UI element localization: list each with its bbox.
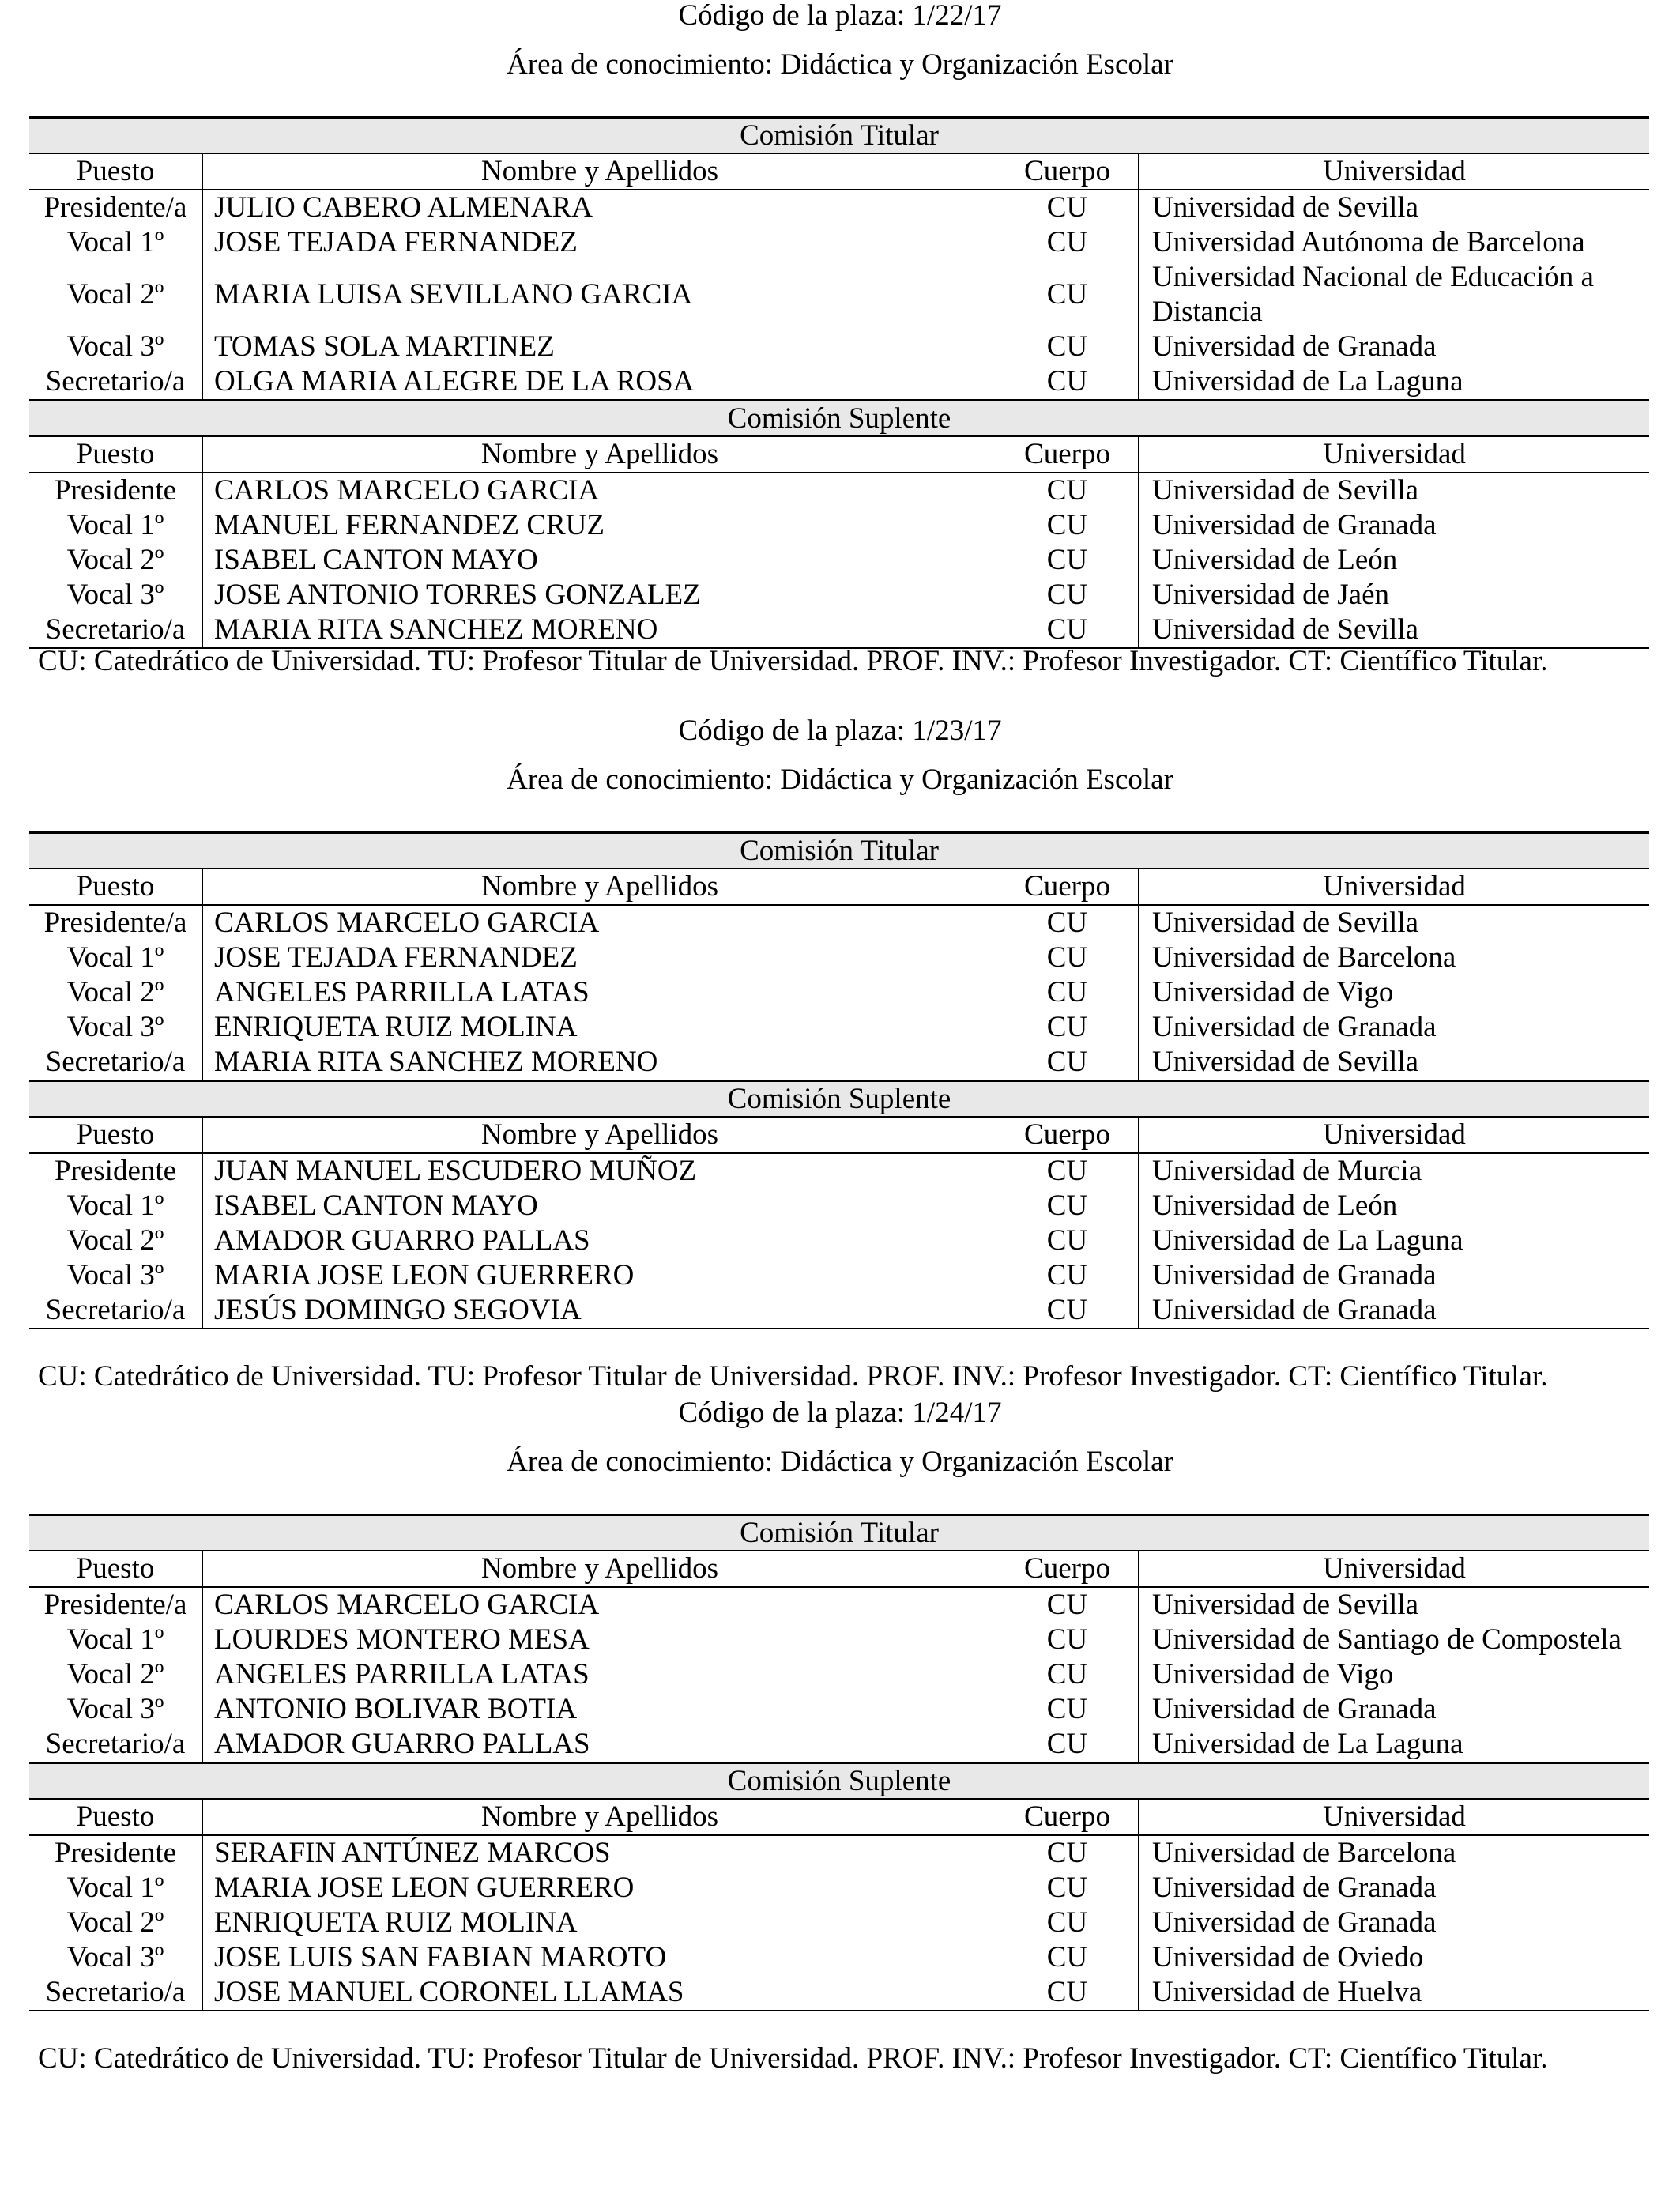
cell-cuerpo: CU — [996, 905, 1139, 941]
commission-titular-band — [29, 1515, 1649, 1551]
cell-nombre: JOSE TEJADA FERNANDEZ — [214, 941, 578, 974]
column-header-universidad: Universidad — [1139, 1117, 1649, 1153]
cell-universidad: Universidad de Vigo — [1152, 1658, 1394, 1691]
table-row — [29, 1258, 1649, 1293]
commission-titular-band — [29, 833, 1649, 869]
cell-puesto: Presidente/a — [29, 905, 202, 941]
cell-nombre: MARIA LUISA SEVILLANO GARCIA — [214, 278, 693, 311]
cell-puesto: Secretario/a — [29, 1975, 202, 2011]
cell-cuerpo: CU — [996, 975, 1139, 1010]
cell-puesto: Secretario/a — [29, 613, 202, 648]
cell-universidad: Universidad de Granada — [1152, 1259, 1437, 1291]
plaza-block — [0, 0, 1680, 696]
cell-universidad: Universidad de Granada — [1139, 1293, 1649, 1329]
column-header-row — [29, 869, 1649, 905]
cell-cuerpo: CU — [996, 364, 1139, 401]
cell-cuerpo: CU — [996, 1623, 1139, 1657]
cell-cuerpo: CU — [996, 260, 1139, 330]
cell-puesto: Vocal 3º — [29, 330, 202, 364]
cell-universidad: Universidad de Oviedo — [1152, 1941, 1424, 1973]
cell-universidad: Universidad Nacional de Educación a Distancia — [1152, 261, 1594, 328]
cell-puesto: Secretario/a — [29, 1727, 202, 1763]
cell-nombre: MARIA RITA SANCHEZ MORENO — [202, 613, 996, 648]
cell-universidad: Universidad Autónoma de Barcelona — [1152, 226, 1585, 258]
column-header-nombre: Nombre y Apellidos — [202, 1117, 996, 1153]
cell-cuerpo: CU — [996, 1657, 1139, 1692]
cell-puesto: Presidente — [29, 1153, 202, 1189]
column-header-puesto: Puesto — [29, 1551, 202, 1587]
table-row — [29, 941, 1649, 975]
column-header-universidad: Universidad — [1139, 153, 1649, 190]
table-row — [29, 190, 1649, 225]
cell-nombre: TOMAS SOLA MARTINEZ — [214, 330, 555, 363]
cell-universidad: Universidad de Jaén — [1152, 579, 1390, 611]
cell-puesto: Presidente/a — [29, 1587, 202, 1623]
cell-nombre: CARLOS MARCELO GARCIA — [214, 474, 600, 507]
cell-cuerpo: CU — [996, 1045, 1139, 1081]
cell-universidad: Universidad de Barcelona — [1152, 1837, 1456, 1869]
plaza-block — [0, 1397, 1680, 2093]
cell-universidad: Universidad de Murcia — [1152, 1155, 1422, 1187]
cell-nombre: MARIA RITA SANCHEZ MORENO — [202, 1045, 996, 1081]
cell-puesto: Vocal 1º — [29, 1871, 202, 1906]
plaza-code: Código de la plaza: 1/22/17 — [678, 0, 1002, 32]
cell-nombre: MARIA JOSE LEON GUERRERO — [214, 1259, 635, 1291]
column-header-nombre: Nombre y Apellidos — [202, 1551, 996, 1587]
column-header-cuerpo: Cuerpo — [996, 1551, 1139, 1587]
plaza-code: Código de la plaza: 1/23/17 — [678, 714, 1002, 747]
cell-cuerpo: CU — [996, 1587, 1139, 1623]
cell-puesto: Vocal 2º — [29, 1223, 202, 1258]
column-header-row — [29, 1551, 1649, 1587]
commission-suplente-band — [29, 1763, 1649, 1800]
cell-puesto: Vocal 1º — [29, 1623, 202, 1657]
cell-nombre: JOSE MANUEL CORONEL LLAMAS — [202, 1975, 996, 2011]
cell-universidad: Universidad de León — [1152, 544, 1398, 576]
cell-nombre: JULIO CABERO ALMENARA — [214, 191, 593, 224]
cell-nombre: ANGELES PARRILLA LATAS — [214, 1658, 590, 1691]
column-header-puesto: Puesto — [29, 153, 202, 190]
table-row — [29, 1623, 1649, 1657]
cell-nombre: SERAFIN ANTÚNEZ MARCOS — [214, 1837, 611, 1869]
cell-puesto: Vocal 3º — [29, 1010, 202, 1045]
cell-nombre: JOSE TEJADA FERNANDEZ — [214, 226, 578, 258]
cell-puesto: Vocal 2º — [29, 1657, 202, 1692]
column-header-nombre: Nombre y Apellidos — [202, 153, 996, 190]
cell-cuerpo: CU — [996, 543, 1139, 578]
cell-cuerpo: CU — [996, 1692, 1139, 1727]
cell-cuerpo: CU — [996, 190, 1139, 225]
commission-title: Comisión Titular — [29, 118, 1649, 154]
cell-universidad: Universidad de Vigo — [1152, 976, 1394, 1008]
commission-title: Comisión Suplente — [29, 1763, 1649, 1800]
cell-universidad: Universidad de Huelva — [1139, 1975, 1649, 2011]
abbreviations-footnote: CU: Catedrático de Universidad. TU: Profesor Titular de Universidad. PROF. INV.: Profesor Investigador. CT: Científico Titular. — [38, 2042, 1548, 2075]
cell-puesto: Vocal 1º — [29, 941, 202, 975]
cell-puesto: Secretario/a — [29, 364, 202, 401]
cell-nombre: JUAN MANUEL ESCUDERO MUÑOZ — [214, 1155, 697, 1187]
cell-puesto: Vocal 2º — [29, 1906, 202, 1940]
cell-nombre: CARLOS MARCELO GARCIA — [214, 907, 600, 939]
cell-nombre: AMADOR GUARRO PALLAS — [202, 1727, 996, 1763]
cell-nombre: OLGA MARIA ALEGRE DE LA ROSA — [202, 364, 996, 401]
plaza-code: Código de la plaza: 1/24/17 — [678, 1397, 1002, 1429]
table-row — [29, 508, 1649, 543]
cell-nombre: ISABEL CANTON MAYO — [214, 544, 538, 576]
cell-nombre: ANGELES PARRILLA LATAS — [214, 976, 590, 1008]
table-row — [29, 1223, 1649, 1258]
table-row — [29, 1293, 1649, 1329]
cell-universidad: Universidad de Granada — [1152, 1906, 1437, 1939]
column-header-puesto: Puesto — [29, 869, 202, 905]
cell-cuerpo: CU — [996, 473, 1139, 508]
cell-nombre: MARIA JOSE LEON GUERRERO — [214, 1872, 635, 1904]
cell-puesto: Vocal 2º — [29, 543, 202, 578]
table-row — [29, 473, 1649, 508]
cell-puesto: Secretario/a — [29, 1045, 202, 1081]
cell-nombre: ENRIQUETA RUIZ MOLINA — [214, 1011, 578, 1043]
commission-title: Comisión Titular — [29, 833, 1649, 869]
table-row — [29, 225, 1649, 260]
cell-puesto: Vocal 3º — [29, 1258, 202, 1293]
knowledge-area: Área de conocimiento: Didáctica y Organización Escolar — [507, 48, 1173, 81]
cell-puesto: Vocal 3º — [29, 578, 202, 613]
cell-universidad: Universidad de La Laguna — [1139, 364, 1649, 401]
column-header-cuerpo: Cuerpo — [996, 869, 1139, 905]
table-row — [29, 1010, 1649, 1045]
table-row — [29, 613, 1649, 648]
cell-universidad: Universidad de Sevilla — [1152, 191, 1419, 224]
cell-cuerpo: CU — [996, 1189, 1139, 1223]
cell-puesto: Secretario/a — [29, 1293, 202, 1329]
table-row — [29, 1835, 1649, 1871]
cell-universidad: Universidad de Sevilla — [1139, 613, 1649, 648]
cell-universidad: Universidad de La Laguna — [1139, 1727, 1649, 1763]
cell-universidad: Universidad de Granada — [1152, 330, 1437, 363]
cell-puesto: Presidente — [29, 1835, 202, 1871]
table-row — [29, 1940, 1649, 1975]
table-row — [29, 1657, 1649, 1692]
column-header-cuerpo: Cuerpo — [996, 1799, 1139, 1835]
cell-nombre: LOURDES MONTERO MESA — [214, 1623, 590, 1656]
commission-suplente-band — [29, 1081, 1649, 1118]
column-header-puesto: Puesto — [29, 436, 202, 473]
column-header-cuerpo: Cuerpo — [996, 436, 1139, 473]
table-row — [29, 1189, 1649, 1223]
table-row — [29, 330, 1649, 364]
table-row — [29, 975, 1649, 1010]
cell-nombre: ANTONIO BOLIVAR BOTIA — [214, 1693, 578, 1725]
cell-cuerpo: CU — [996, 330, 1139, 364]
commission-table — [29, 1514, 1649, 2011]
cell-cuerpo: CU — [996, 1258, 1139, 1293]
cell-cuerpo: CU — [996, 1293, 1139, 1329]
cell-nombre: AMADOR GUARRO PALLAS — [214, 1224, 590, 1257]
cell-universidad: Universidad de Granada — [1152, 1011, 1437, 1043]
cell-cuerpo: CU — [996, 1975, 1139, 2011]
cell-nombre: CARLOS MARCELO GARCIA — [214, 1589, 600, 1621]
table-row — [29, 543, 1649, 578]
column-header-row — [29, 153, 1649, 190]
table-row — [29, 1045, 1649, 1081]
cell-universidad: Universidad de Sevilla — [1139, 1045, 1649, 1081]
table-row — [29, 1906, 1649, 1940]
cell-nombre: JESÚS DOMINGO SEGOVIA — [202, 1293, 996, 1329]
commission-table — [29, 831, 1649, 1329]
table-row — [29, 1587, 1649, 1623]
cell-nombre: MANUEL FERNANDEZ CRUZ — [214, 509, 605, 541]
cell-puesto: Vocal 1º — [29, 508, 202, 543]
plaza-block — [0, 715, 1680, 1411]
cell-puesto: Presidente/a — [29, 190, 202, 225]
cell-cuerpo: CU — [996, 508, 1139, 543]
cell-universidad: Universidad de Sevilla — [1152, 474, 1419, 507]
column-header-universidad: Universidad — [1139, 1551, 1649, 1587]
abbreviations-footnote: CU: Catedrático de Universidad. TU: Profesor Titular de Universidad. PROF. INV.: Profesor Investigador. CT: Científico Titular. — [38, 645, 1548, 677]
cell-universidad: Universidad de Santiago de Compostela — [1152, 1623, 1622, 1656]
table-row — [29, 364, 1649, 401]
column-header-row — [29, 1117, 1649, 1153]
table-row — [29, 1871, 1649, 1906]
cell-puesto: Presidente — [29, 473, 202, 508]
cell-universidad: Universidad de Granada — [1152, 1872, 1437, 1904]
cell-universidad: Universidad de León — [1152, 1189, 1398, 1222]
commission-title: Comisión Titular — [29, 1515, 1649, 1551]
cell-cuerpo: CU — [996, 941, 1139, 975]
cell-nombre: ISABEL CANTON MAYO — [214, 1189, 538, 1222]
commission-titular-band — [29, 118, 1649, 154]
table-row — [29, 1153, 1649, 1189]
column-header-puesto: Puesto — [29, 1799, 202, 1835]
commission-table — [29, 116, 1649, 649]
cell-cuerpo: CU — [996, 613, 1139, 648]
column-header-universidad: Universidad — [1139, 869, 1649, 905]
cell-nombre: JOSE ANTONIO TORRES GONZALEZ — [214, 579, 701, 611]
cell-puesto: Vocal 1º — [29, 1189, 202, 1223]
cell-cuerpo: CU — [996, 1940, 1139, 1975]
column-header-row — [29, 436, 1649, 473]
table-row — [29, 1975, 1649, 2011]
cell-cuerpo: CU — [996, 1153, 1139, 1189]
cell-puesto: Vocal 3º — [29, 1692, 202, 1727]
cell-puesto: Vocal 2º — [29, 260, 202, 330]
cell-nombre: ENRIQUETA RUIZ MOLINA — [214, 1906, 578, 1939]
column-header-nombre: Nombre y Apellidos — [202, 869, 996, 905]
column-header-universidad: Universidad — [1139, 436, 1649, 473]
cell-cuerpo: CU — [996, 1906, 1139, 1940]
cell-cuerpo: CU — [996, 1010, 1139, 1045]
cell-puesto: Vocal 2º — [29, 975, 202, 1010]
commission-title: Comisión Suplente — [29, 401, 1649, 437]
cell-universidad: Universidad de Granada — [1152, 509, 1437, 541]
column-header-row — [29, 1799, 1649, 1835]
cell-cuerpo: CU — [996, 1223, 1139, 1258]
knowledge-area: Área de conocimiento: Didáctica y Organización Escolar — [507, 763, 1173, 796]
table-row — [29, 1692, 1649, 1727]
cell-universidad: Universidad de Granada — [1152, 1693, 1437, 1725]
cell-universidad: Universidad de Barcelona — [1152, 941, 1456, 974]
cell-nombre: JOSE LUIS SAN FABIAN MAROTO — [214, 1941, 667, 1973]
table-row — [29, 1727, 1649, 1763]
abbreviations-footnote: CU: Catedrático de Universidad. TU: Profesor Titular de Universidad. PROF. INV.: Profesor Investigador. CT: Científico Titular. — [38, 1360, 1548, 1393]
commission-title: Comisión Suplente — [29, 1081, 1649, 1118]
column-header-universidad: Universidad — [1139, 1799, 1649, 1835]
commission-suplente-band — [29, 401, 1649, 437]
column-header-nombre: Nombre y Apellidos — [202, 436, 996, 473]
cell-cuerpo: CU — [996, 578, 1139, 613]
knowledge-area: Área de conocimiento: Didáctica y Organización Escolar — [507, 1446, 1173, 1478]
cell-puesto: Vocal 3º — [29, 1940, 202, 1975]
cell-cuerpo: CU — [996, 1835, 1139, 1871]
table-row — [29, 905, 1649, 941]
cell-puesto: Vocal 1º — [29, 225, 202, 260]
column-header-cuerpo: Cuerpo — [996, 1117, 1139, 1153]
cell-cuerpo: CU — [996, 1727, 1139, 1763]
cell-universidad: Universidad de Sevilla — [1152, 1589, 1419, 1621]
cell-universidad: Universidad de Sevilla — [1152, 907, 1419, 939]
column-header-puesto: Puesto — [29, 1117, 202, 1153]
table-row — [29, 578, 1649, 613]
table-row — [29, 260, 1649, 330]
cell-universidad: Universidad de La Laguna — [1152, 1224, 1463, 1257]
column-header-nombre: Nombre y Apellidos — [202, 1799, 996, 1835]
cell-cuerpo: CU — [996, 1871, 1139, 1906]
cell-cuerpo: CU — [996, 225, 1139, 260]
column-header-cuerpo: Cuerpo — [996, 153, 1139, 190]
